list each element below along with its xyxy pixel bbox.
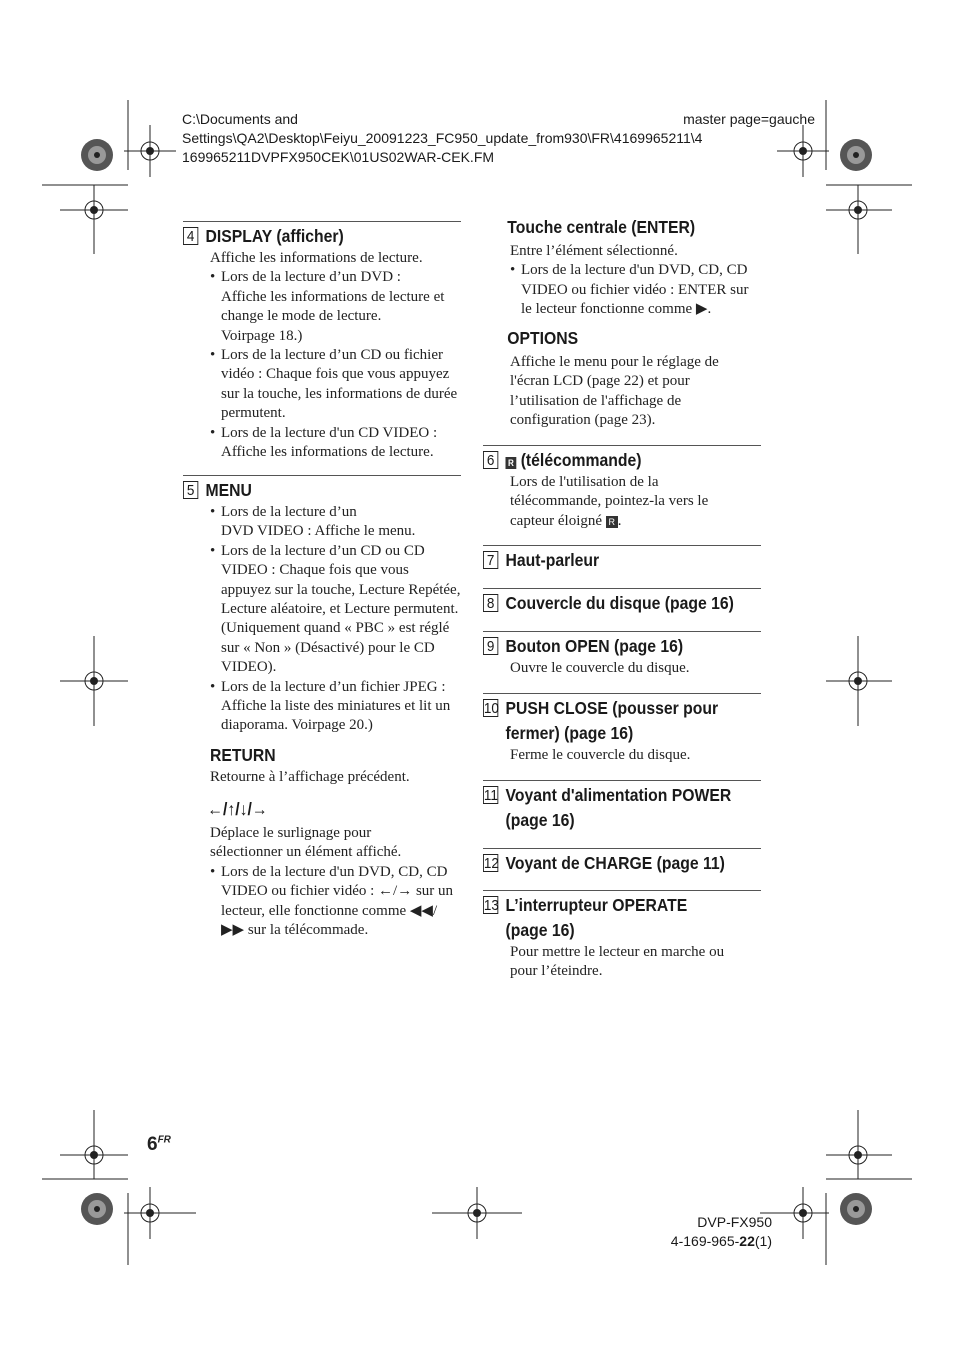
file-path-line-1: C:\Documents and (182, 111, 298, 127)
section-title: MENU (205, 480, 252, 500)
section-title: PUSH CLOSE (pousser pour fermer) (page 16) (505, 698, 719, 743)
remote-sensor-icon: R (506, 457, 517, 469)
list-item: • Lors de la lecture d’un fichier JPEG : Affiche la liste des miniatures et lit un diaporama. Voirpage 20.) (183, 678, 461, 736)
section-number: 6 (483, 451, 498, 469)
section-disc-cover (483, 588, 761, 616)
file-path-line-3: 169965211DVPFX950CEK\01US02WAR-CEK.FM (182, 149, 495, 165)
page-language: FR (157, 1134, 171, 1146)
section-title: Haut-parleur (505, 550, 600, 570)
section-number: 10 (483, 700, 499, 717)
subsection-options (483, 326, 761, 431)
section-push-close (483, 693, 761, 765)
subsection-text: Retourne à l’affichage précédent. (210, 769, 410, 785)
section-operate-switch (483, 890, 761, 982)
section-title: DISPLAY (afficher) (205, 226, 344, 246)
list-item: • Lors de la lecture d'un DVD, CD, CD VIDEO ou fichier vidéo : ←/→ sur un lecteur, elle fonctionne comme ◀◀/ ▶▶ sur la télécommade. (183, 863, 461, 941)
page-number-value: 6 (147, 1134, 158, 1155)
list-item: • Lors de la lecture d’un DVD : Affiche les informations de lecture et change le mode de lecture. Voirpage 18.) (183, 268, 461, 346)
section-title: L’interrupteur OPERATE (page 16) (505, 895, 688, 940)
section-number: 12 (483, 855, 499, 872)
section-text-end: . (617, 512, 622, 529)
section-power-led (483, 780, 761, 833)
subsection-arrows (183, 797, 461, 940)
subsection-title: RETURN (210, 745, 276, 765)
section-number: 7 (483, 551, 498, 569)
section-number: 4 (183, 227, 198, 245)
section-number: 9 (483, 637, 498, 655)
code-bold: 22 (739, 1233, 755, 1249)
model-code (671, 1232, 772, 1251)
section-remote (483, 445, 761, 531)
subsection-text: Déplace le surlignage pour sélectionner un élément affiché. (210, 825, 402, 861)
bullet-list (183, 503, 461, 736)
section-text: Ouvre le couvercle du disque. (510, 660, 690, 676)
section-menu (183, 475, 461, 736)
subsection-title: Touche centrale (ENTER) (507, 217, 696, 237)
master-page-label: master page=gauche (683, 111, 815, 127)
bullet-list (183, 863, 461, 941)
section-text: Ferme le couvercle du disque. (510, 747, 691, 763)
subsection-text: Entre l’élément sélectionné. (510, 243, 678, 259)
section-title: (télécommande) (520, 450, 642, 470)
subsection-text: Affiche le menu pour le réglage de l'écran LCD (page 22) et pour l’utilisation de l'affichage de configuration (page 23). (510, 354, 719, 429)
section-text: Pour mettre le lecteur en marche ou pour l’éteindre. (510, 944, 725, 980)
section-text-body: Lors de l'utilisation de la télécommande, pointez-la vers le capteur éloigné (510, 474, 709, 529)
section-open-button (483, 631, 761, 678)
section-display (183, 221, 461, 462)
subsection-title: ←/↑/↓/→ (207, 799, 268, 819)
bullet-list (183, 268, 461, 462)
model-name: DVP-FX950 (697, 1214, 772, 1230)
section-charge-led (483, 848, 761, 876)
list-item: • Lors de la lecture d'un CD VIDEO : Affiche les informations de lecture. (183, 424, 461, 463)
section-title: Couvercle du disque (page 16) (505, 593, 734, 613)
section-title: Voyant d'alimentation POWER (page 16) (505, 785, 732, 830)
subsection-return (210, 743, 461, 787)
section-speaker (483, 545, 761, 573)
section-text (483, 473, 761, 531)
page-number (147, 1134, 171, 1156)
file-path-line-2: Settings\QA2\Desktop\Feiyu_20091223_FC950_update_from930\FR\4169965211\4 (182, 130, 703, 146)
code-suffix: (1) (754, 1233, 772, 1249)
model-info (671, 1213, 772, 1251)
section-title: Voyant de CHARGE (page 11) (505, 853, 725, 873)
section-number: 13 (483, 897, 499, 914)
section-title: Bouton OPEN (page 16) (505, 636, 684, 656)
list-item: • Lors de la lecture d’un CD ou CD VIDEO : Chaque fois que vous appuyez sur la touche, Lecture Repétée, Lecture aléatoire, et Lecture permutent. (Uniquement quand « PBC » est réglé sur « Non » (Désactivé) pour le CD VIDEO). (183, 542, 461, 678)
subsection-enter (483, 215, 761, 320)
list-item: • Lors de la lecture d’un CD ou fichier vidéo : Chaque fois que vous appuyez sur la touche, les informations de durée permutent. (183, 346, 461, 424)
section-number: 11 (483, 787, 498, 804)
file-path (182, 110, 702, 167)
remote-sensor-icon: R (606, 516, 618, 528)
section-text: Affiche les informations de lecture. (210, 250, 423, 266)
section-number: 8 (483, 594, 498, 612)
list-item: • Lors de la lecture d’un DVD VIDEO : Affiche le menu. (183, 503, 461, 542)
list-item: • Lors de la lecture d'un DVD, CD, CD VIDEO ou fichier vidéo : ENTER sur le lecteur fonctionne comme ▶. (483, 261, 761, 319)
section-number: 5 (183, 481, 198, 499)
code-prefix: 4-169-965- (670, 1233, 740, 1249)
bullet-list (483, 261, 761, 319)
subsection-title: OPTIONS (507, 328, 579, 348)
